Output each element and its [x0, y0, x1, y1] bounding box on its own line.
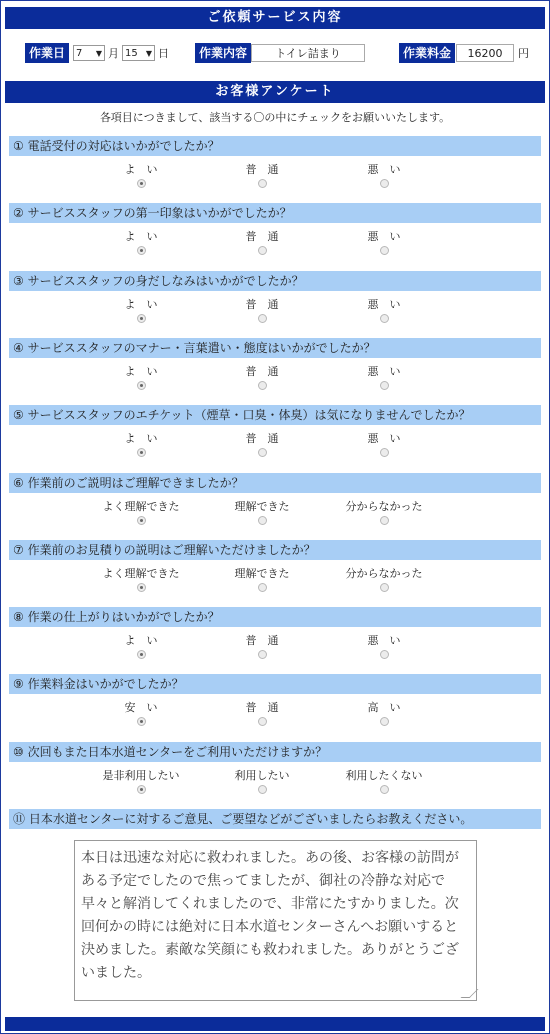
radio-button[interactable]	[380, 179, 389, 188]
question-10-option-3[interactable]	[324, 769, 444, 794]
question-9-option-3[interactable]	[324, 701, 444, 726]
radio-button[interactable]	[380, 246, 389, 255]
option-label: 悪 い	[367, 298, 401, 311]
radio-button[interactable]	[380, 583, 389, 592]
comment-textarea[interactable]	[74, 840, 477, 1001]
option-label: よく理解できた	[102, 500, 180, 513]
question-3-option-2[interactable]	[202, 298, 322, 323]
day-value: 15	[125, 48, 138, 59]
question-6-text: ⑥ 作業前のご説明はご理解できましたか？	[9, 473, 541, 493]
radio-button[interactable]	[258, 314, 267, 323]
question-5-option-3[interactable]	[324, 432, 444, 457]
radio-button[interactable]	[258, 448, 267, 457]
radio-button[interactable]	[380, 381, 389, 390]
option-label: 悪 い	[367, 634, 401, 647]
question-7-option-1[interactable]	[81, 567, 201, 592]
question-4-text: ④ サービススタッフのマナー・言葉遣い・態度はいかがでしたか？	[9, 338, 541, 358]
radio-button[interactable]	[258, 583, 267, 592]
question-6-option-3[interactable]	[324, 500, 444, 525]
question-10-text: ⑩ 次回もまた日本水道センターをご利用いただけますか？	[9, 742, 541, 762]
survey-section-header: お客様アンケート	[5, 81, 545, 103]
radio-button[interactable]	[137, 583, 146, 592]
work-content-label: 作業内容	[195, 43, 251, 63]
option-label: 理解できた	[234, 500, 290, 513]
radio-button[interactable]	[258, 381, 267, 390]
question-5-option-2[interactable]	[202, 432, 322, 457]
question-1-option-1[interactable]	[81, 163, 201, 188]
question-8-option-2[interactable]	[202, 634, 322, 659]
question-10-option-1[interactable]	[81, 769, 201, 794]
question-2-option-1[interactable]	[81, 230, 201, 255]
option-label: 理解できた	[234, 567, 290, 580]
radio-button[interactable]	[137, 516, 146, 525]
option-label: 悪 い	[367, 432, 401, 445]
question-2-option-2[interactable]	[202, 230, 322, 255]
month-value: 7	[76, 48, 83, 59]
option-label: 悪 い	[367, 230, 401, 243]
radio-button[interactable]	[137, 246, 146, 255]
option-label: 普 通	[245, 298, 279, 311]
fee-input[interactable]: 16200	[456, 44, 514, 62]
option-label: 普 通	[245, 230, 279, 243]
question-9-option-2[interactable]	[202, 701, 322, 726]
question-3-option-3[interactable]	[324, 298, 444, 323]
question-9-option-1[interactable]	[81, 701, 201, 726]
option-label: よ い	[124, 163, 158, 176]
radio-button[interactable]	[380, 314, 389, 323]
question-2-text: ② サービススタッフの第一印象はいかがでしたか？	[9, 203, 541, 223]
question-1-text: ① 電話受付の対応はいかがでしたか？	[9, 136, 541, 156]
option-label: よ い	[124, 432, 158, 445]
radio-button[interactable]	[137, 650, 146, 659]
date-label: 作業日	[25, 43, 69, 63]
option-label: よく理解できた	[102, 567, 180, 580]
question-6-option-1[interactable]	[81, 500, 201, 525]
option-label: 是非利用したい	[102, 769, 180, 782]
work-content-input[interactable]: トイレ詰まり	[251, 44, 365, 62]
question-3-option-1[interactable]	[81, 298, 201, 323]
option-label: よ い	[124, 298, 158, 311]
question-5-text: ⑤ サービススタッフのエチケット（煙草・口臭・体臭）は気になりませんでしたか？	[9, 405, 541, 425]
question-5-option-1[interactable]	[81, 432, 201, 457]
option-label: 悪 い	[367, 163, 401, 176]
option-label: 利用したくない	[345, 769, 423, 782]
option-label: 分からなかった	[345, 500, 423, 513]
question-3-text: ③ サービススタッフの身だしなみはいかがでしたか？	[9, 271, 541, 291]
question-8-option-3[interactable]	[324, 634, 444, 659]
option-label: よ い	[124, 365, 158, 378]
radio-button[interactable]	[380, 785, 389, 794]
radio-button[interactable]	[137, 381, 146, 390]
month-select[interactable]	[73, 45, 105, 61]
radio-button[interactable]	[258, 246, 267, 255]
question-8-text: ⑧ 作業の仕上がりはいかがでしたか？	[9, 607, 541, 627]
radio-button[interactable]	[137, 717, 146, 726]
month-unit: 月	[108, 47, 119, 60]
question-2-option-3[interactable]	[324, 230, 444, 255]
radio-button[interactable]	[380, 448, 389, 457]
question-9-text: ⑨ 作業料金はいかがでしたか？	[9, 674, 541, 694]
radio-button[interactable]	[380, 650, 389, 659]
radio-button[interactable]	[137, 448, 146, 457]
option-label: 普 通	[245, 163, 279, 176]
radio-button[interactable]	[258, 650, 267, 659]
question-6-option-2[interactable]	[202, 500, 322, 525]
service-details-row	[5, 41, 545, 67]
option-label: 分からなかった	[345, 567, 423, 580]
day-unit: 日	[158, 47, 169, 60]
question-10-option-2[interactable]	[202, 769, 322, 794]
question-7-text: ⑦ 作業前のお見積りの説明はご理解いただけましたか？	[9, 540, 541, 560]
option-label: 普 通	[245, 701, 279, 714]
chevron-down-icon: ▼	[145, 49, 152, 58]
option-label: 高 い	[367, 701, 401, 714]
radio-button[interactable]	[258, 516, 267, 525]
option-label: 安 い	[124, 701, 158, 714]
option-label: 利用したい	[234, 769, 290, 782]
option-label: 普 通	[245, 634, 279, 647]
comment-text: 本日は迅速な対応に救われました。あの後、お客様の訪問がある予定でしたので焦ってましたが、御社の冷静な対応で早々と解消してくれましたので、非常にたすかりました。次回何かの時には絶対に日本水道センターさんへお願いすると決めました。素敵な笑顔にも救われました。ありがとうございました。	[81, 850, 459, 981]
day-select[interactable]	[122, 45, 155, 61]
option-label: 普 通	[245, 365, 279, 378]
radio-button[interactable]	[380, 516, 389, 525]
option-label: 普 通	[245, 432, 279, 445]
radio-button[interactable]	[258, 717, 267, 726]
fee-unit: 円	[518, 47, 529, 60]
comment-question: ⑪ 日本水道センターに対するご意見、ご要望などがございましたらお教えください。	[9, 809, 541, 829]
question-7-option-2[interactable]	[202, 567, 322, 592]
question-1-option-2[interactable]	[202, 163, 322, 188]
question-4-option-2[interactable]	[202, 365, 322, 390]
radio-button[interactable]	[137, 179, 146, 188]
question-8-option-1[interactable]	[81, 634, 201, 659]
question-4-option-1[interactable]	[81, 365, 201, 390]
resize-handle-icon[interactable]	[461, 989, 479, 998]
option-label: よ い	[124, 634, 158, 647]
radio-button[interactable]	[380, 717, 389, 726]
survey-instructions: 各項目につきまして、該当する〇の中にチェックをお願いいたします。	[99, 111, 451, 124]
option-label: よ い	[124, 230, 158, 243]
radio-button[interactable]	[137, 314, 146, 323]
chevron-down-icon: ▼	[95, 49, 102, 58]
radio-button[interactable]	[258, 179, 267, 188]
option-label: 悪 い	[367, 365, 401, 378]
radio-button[interactable]	[258, 785, 267, 794]
fee-label: 作業料金	[399, 43, 455, 63]
radio-button[interactable]	[137, 785, 146, 794]
service-section-header: ご依頼サービス内容	[5, 7, 545, 29]
question-7-option-3[interactable]	[324, 567, 444, 592]
question-4-option-3[interactable]	[324, 365, 444, 390]
footer-bar	[5, 1017, 545, 1031]
question-1-option-3[interactable]	[324, 163, 444, 188]
